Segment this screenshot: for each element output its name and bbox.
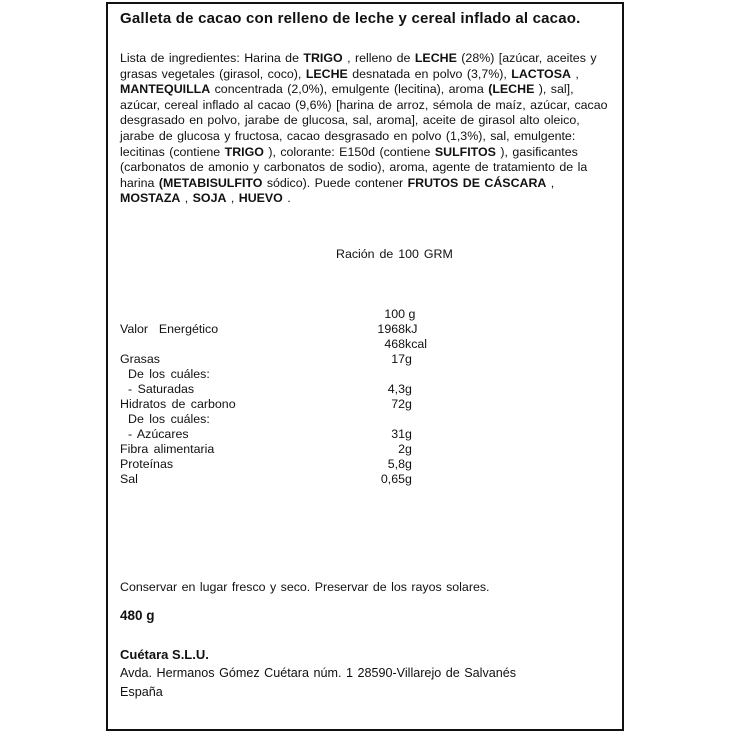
nutrition-row <box>108 472 622 487</box>
ingredient-allergen: HUEVO <box>238 191 283 206</box>
nutrient-unit: kcal <box>405 337 428 351</box>
ingredient-allergen: MANTEQUILLA <box>120 82 211 97</box>
ingredient-segment: (28%) [azúcar, aceites y grasas vegetales (girasol, coco), <box>120 51 597 81</box>
nutrient-label: Hidratos de carbono <box>120 397 236 411</box>
nutrient-value: 4,3 <box>387 382 405 396</box>
nutrient-unit: g <box>405 472 412 486</box>
nutrition-table <box>108 307 622 487</box>
ingredient-segment: , relleno de <box>342 51 415 65</box>
ingredient-segment: desnatada en polvo (3,7%), <box>347 66 512 81</box>
nutrient-label: Fibra alimentaria <box>120 442 215 456</box>
ingredient-allergen: SULFITOS <box>434 144 496 159</box>
nutrition-row <box>108 337 622 352</box>
ingredient-allergen: MOSTAZA <box>120 191 181 206</box>
nutrient-label: Sal <box>120 472 138 486</box>
nutrient-value: 5,8 <box>387 457 405 471</box>
nutrient-value: 17 <box>391 352 405 366</box>
ingredient-allergen: TRIGO <box>224 144 264 159</box>
nutrient-value: 100 <box>384 307 405 321</box>
nutrition-row <box>108 367 622 382</box>
ingredient-segment: , <box>180 191 193 206</box>
ingredient-segment: , <box>226 191 239 206</box>
product-label-panel <box>106 2 624 731</box>
nutrient-label: - Saturadas <box>128 382 195 396</box>
ingredient-segment: Lista de ingredientes: Harina de <box>120 51 304 65</box>
nutrition-row <box>108 352 622 367</box>
nutrient-label: Valor Energético <box>120 322 219 336</box>
nutrition-row <box>108 412 622 427</box>
nutrient-value: 31 <box>391 427 405 441</box>
nutrition-row <box>108 442 622 457</box>
ingredient-allergen: FRUTOS DE CÁSCARA <box>407 175 547 190</box>
manufacturer-name: Cuétara S.L.U. <box>120 647 209 662</box>
nutrient-value: 0,65 <box>380 472 405 486</box>
nutrition-row <box>108 397 622 412</box>
ingredient-segment: ), gasificantes (carbonatos de amonio y carbonatos de sodio), aroma, agente de tratamiento de la harina <box>120 144 588 190</box>
ingredient-allergen: (METABISULFITO <box>158 175 263 190</box>
nutrient-unit: g <box>405 457 412 471</box>
nutrient-label: Proteínas <box>120 457 174 471</box>
nutrient-value: 2 <box>398 442 405 456</box>
nutrient-unit: g <box>405 442 412 456</box>
ingredient-allergen: LECHE <box>305 66 348 81</box>
nutrient-value: 1968 <box>377 322 405 336</box>
nutrition-row <box>108 382 622 397</box>
product-title: Galleta de cacao con relleno de leche y cereal inflado al cacao. <box>120 10 581 27</box>
ingredient-allergen: LACTOSA <box>511 66 571 81</box>
ingredient-allergen: TRIGO <box>303 51 343 65</box>
nutrient-unit: g <box>405 397 412 411</box>
ingredients-text <box>120 51 614 207</box>
ingredient-segment: , <box>570 66 579 81</box>
nutrient-value: 72 <box>391 397 405 411</box>
manufacturer-country: España <box>120 685 163 699</box>
ingredient-allergen: LECHE <box>414 51 457 65</box>
ingredient-segment: , <box>546 175 555 190</box>
nutrition-row <box>108 457 622 472</box>
nutrition-row <box>108 322 622 337</box>
nutrition-row <box>108 427 622 442</box>
nutrient-label: Grasas <box>120 352 160 366</box>
net-weight: 480 g <box>120 608 155 623</box>
nutrient-label: - Azúcares <box>128 427 189 441</box>
nutrient-unit: g <box>405 307 416 321</box>
nutrient-unit: kJ <box>405 322 418 336</box>
storage-instructions: Conservar en lugar fresco y seco. Preservar de los rayos solares. <box>120 580 490 594</box>
ingredient-segment: sódico). Puede contener <box>262 175 408 190</box>
manufacturer-address: Avda. Hermanos Gómez Cuétara núm. 1 28590-Villarejo de Salvanés <box>120 666 517 680</box>
nutrition-row <box>108 307 622 322</box>
nutrient-label: De los cuáles: <box>128 412 210 426</box>
nutrient-unit: g <box>405 352 412 366</box>
nutrient-unit: g <box>405 382 412 396</box>
ingredient-allergen: SOJA <box>192 191 227 206</box>
ingredient-segment: ), sal], azúcar, cereal inflado al cacao (9,6%) [harina de arroz, sémola de maíz, azúcar, cacao desgrasado en polvo, jarabe de glucosa, sal, aroma], aceite de girasol alto oleico, jarabe de glucosa y fructosa, cacao desgrasado en polvo (1,3%), sal, emulgente: lecitinas (contiene <box>120 82 608 159</box>
ingredient-allergen: (LECHE <box>488 82 535 97</box>
nutrient-label: De los cuáles: <box>128 367 210 381</box>
ingredient-segment: concentrada (2,0%), emulgente (lecitina), aroma <box>210 82 489 97</box>
serving-size-header: Ración de 100 GRM <box>336 247 453 261</box>
ingredient-segment: . <box>282 191 291 206</box>
ingredient-segment: ), colorante: E150d (contiene <box>263 144 435 159</box>
nutrient-unit: g <box>405 427 412 441</box>
nutrient-value: 468 <box>384 337 405 351</box>
